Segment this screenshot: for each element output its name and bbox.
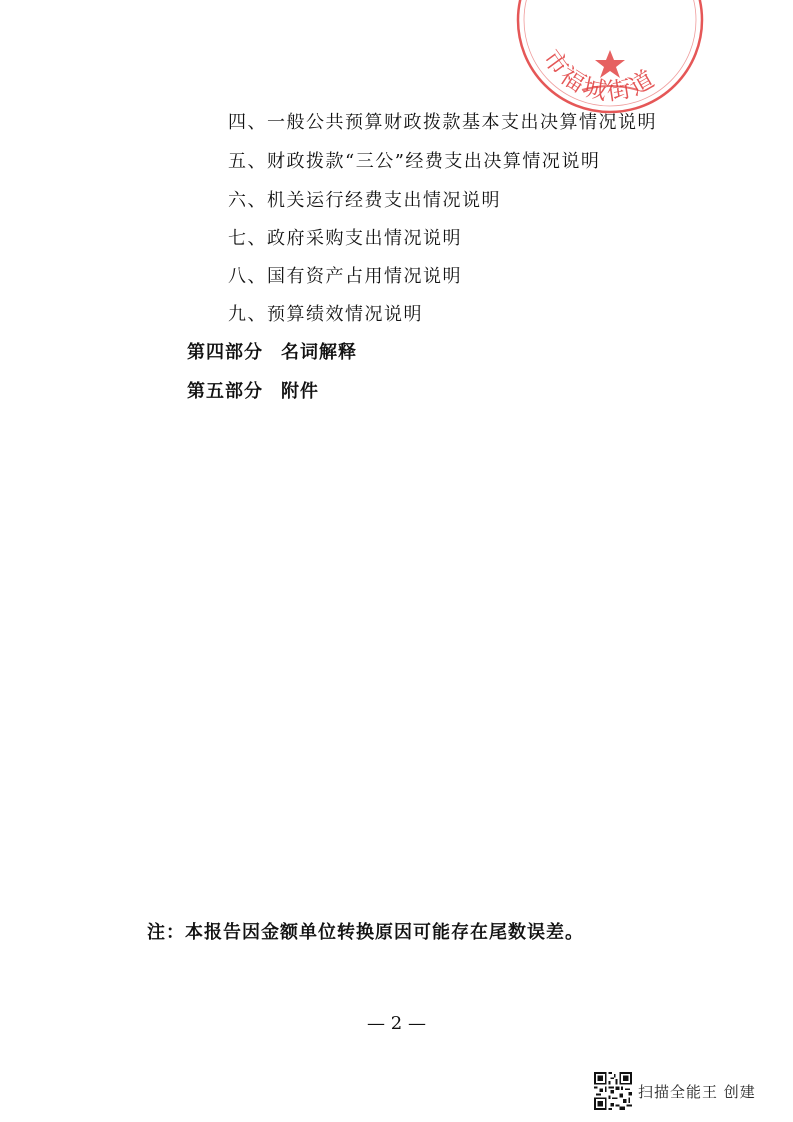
qr-code-icon (594, 1072, 632, 1110)
svg-text:市福城街道 (537, 45, 661, 106)
toc-item: 九、预算绩效情况说明 (228, 304, 423, 325)
toc-item: 七、政府采购支出情况说明 (228, 228, 462, 249)
toc-item: 四、一般公共预算财政拨款基本支出决算情况说明 (228, 112, 657, 133)
part-title: 名词解释 (281, 342, 357, 363)
footnote: 注：本报告因金额单位转换原因可能存在尾数误差。 (147, 922, 584, 943)
part-heading (187, 338, 357, 364)
toc-item: 五、财政拨款“三公”经费支出决算情况说明 (228, 151, 601, 172)
part-title: 附件 (281, 381, 319, 402)
part-number: 第四部分 (187, 342, 263, 363)
seal-text: 市福城街道 (537, 44, 662, 107)
toc-item: 六、机关运行经费支出情况说明 (228, 190, 501, 211)
part-number: 第五部分 (187, 381, 263, 402)
official-seal (512, 0, 708, 118)
page-number: — 2 — (367, 1013, 426, 1034)
part-heading (187, 377, 319, 403)
toc-item: 八、国有资产占用情况说明 (228, 266, 462, 287)
scanner-watermark (594, 1071, 756, 1111)
watermark-text: 扫描全能王 创建 (638, 1082, 756, 1101)
